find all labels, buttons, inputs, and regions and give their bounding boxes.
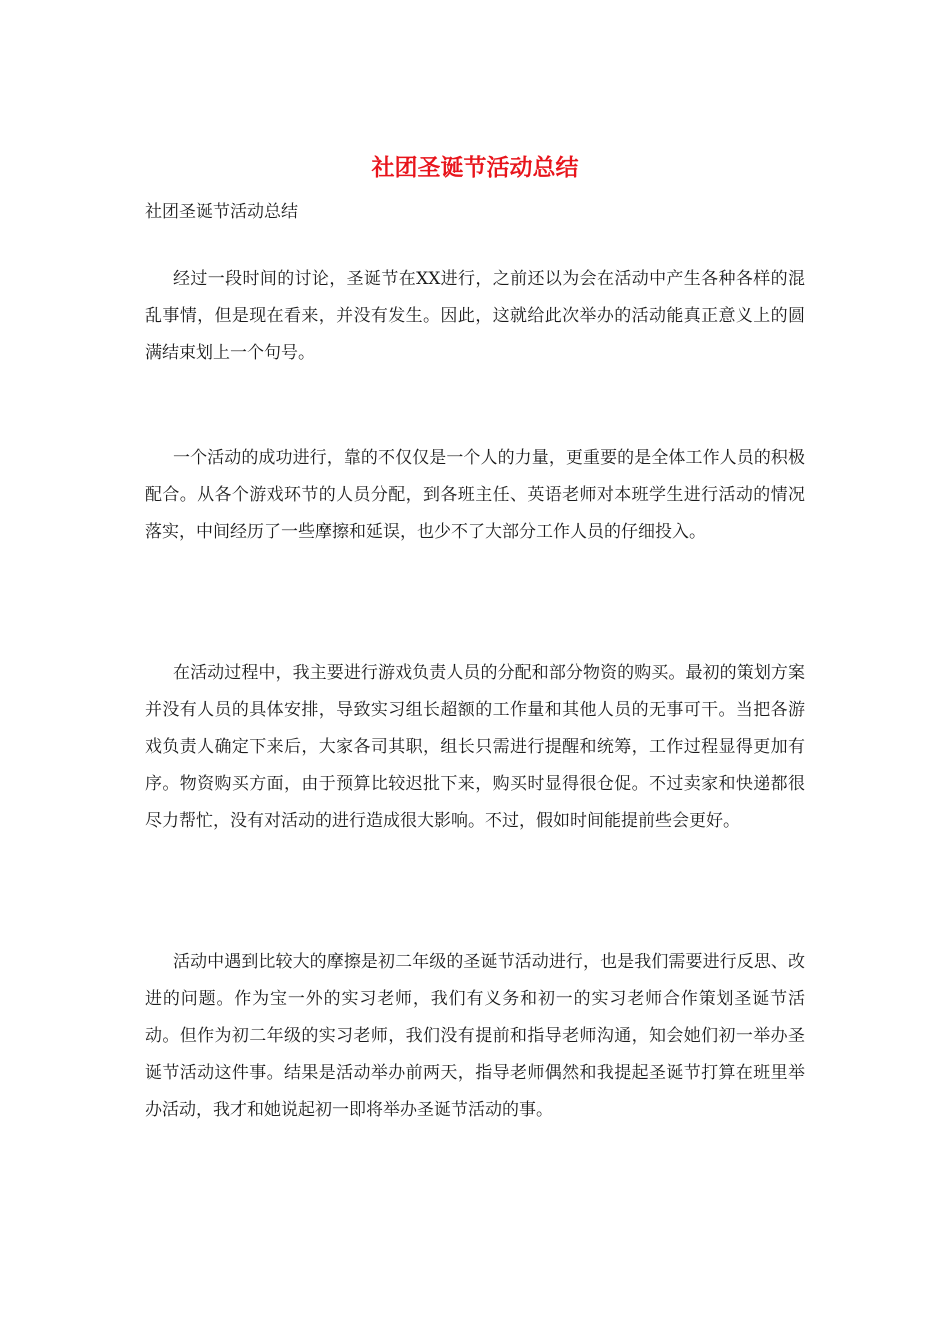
paragraph-1: 经过一段时间的讨论，圣诞节在XX进行，之前还以为会在活动中产生各种各样的混乱事情，但是现在看来，并没有发生。因此，这就给此次举办的活动能真正意义上的圆满结束划上一个句号。 [145, 269, 805, 363]
paragraph-2: 一个活动的成功进行，靠的不仅仅是一个人的力量，更重要的是全体工作人员的积极配合。从各个游戏环节的人员分配，到各班主任、英语老师对本班学生进行活动的情况落实，中间经历了一些摩擦和延误，也少不了大部分工作人员的仔细投入。 [145, 448, 805, 542]
paragraph-3: 在活动过程中，我主要进行游戏负责人员的分配和部分物资的购买。最初的策划方案并没有人员的具体安排，导致实习组长超额的工作量和其他人员的无事可干。当把各游戏负责人确定下来后，大家各司其职，组长只需进行提醒和统筹，工作过程显得更加有序。物资购买方面，由于预算比较迟批下来，购买时显得很仓促。不过卖家和快递都很尽力帮忙，没有对活动的进行造成很大影响。不过，假如时间能提前些会更好。 [145, 663, 805, 831]
document-subtitle: 社团圣诞节活动总结 [145, 202, 298, 222]
document-title: 社团圣诞节活动总结 [371, 154, 579, 181]
paragraph-4: 活动中遇到比较大的摩擦是初二年级的圣诞节活动进行，也是我们需要进行反思、改进的问题。作为宝一外的实习老师，我们有义务和初一的实习老师合作策划圣诞节活动。但作为初二年级的实习老师，我们没有提前和指导老师沟通，知会她们初一举办圣诞节活动这件事。结果是活动举办前两天，指导老师偶然和我提起圣诞节打算在班里举办活动，我才和她说起初一即将举办圣诞节活动的事。 [145, 952, 805, 1120]
